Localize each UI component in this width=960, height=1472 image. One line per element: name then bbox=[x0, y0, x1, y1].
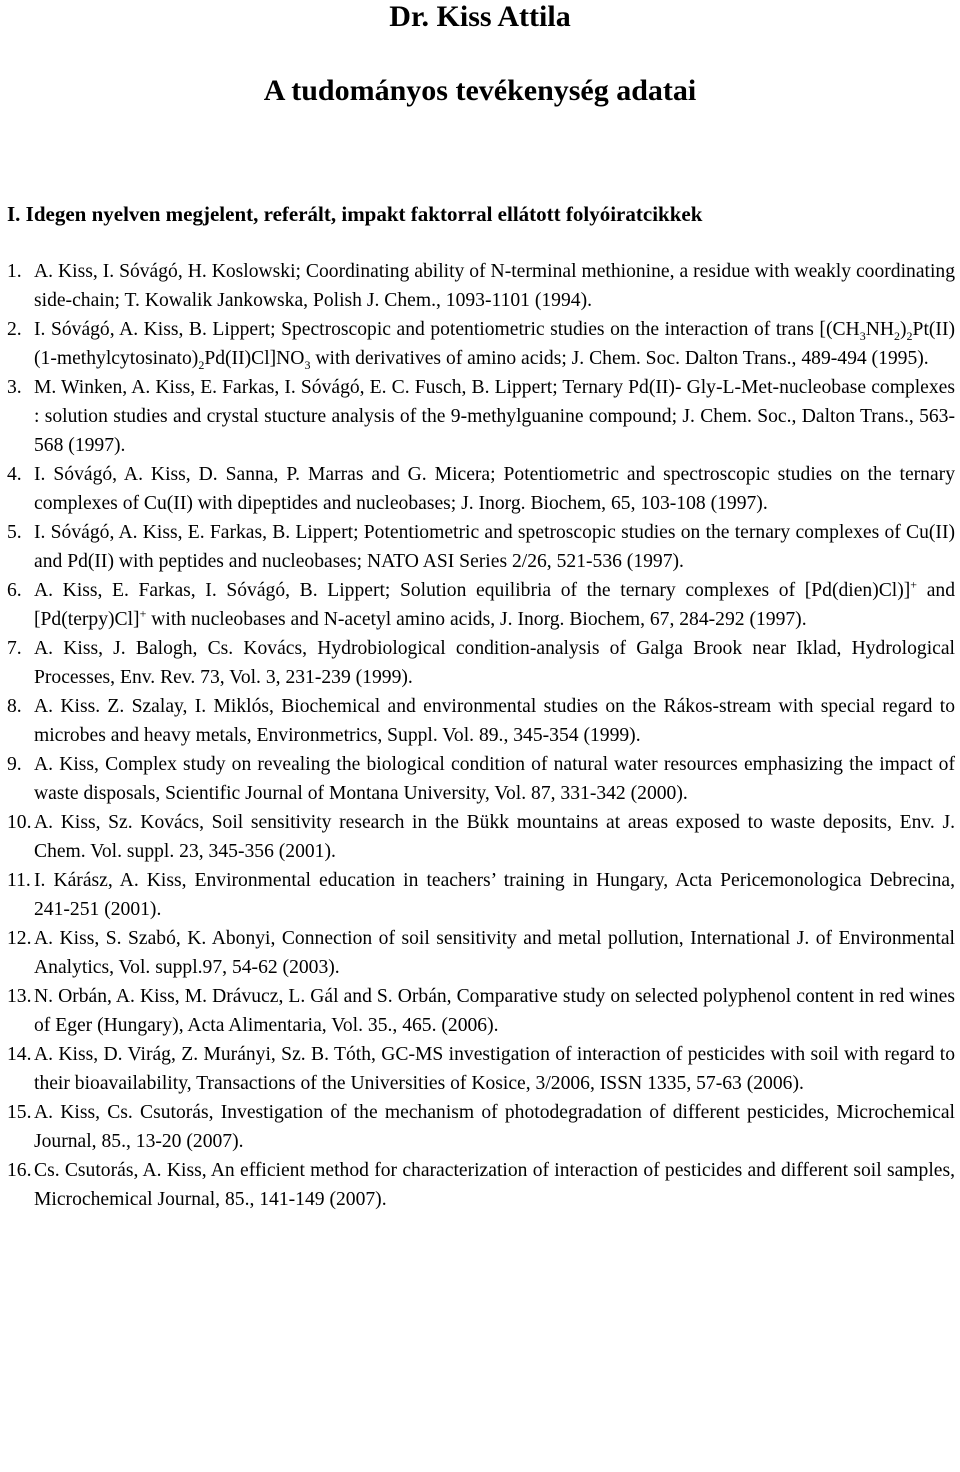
publication-list bbox=[0, 257, 960, 1214]
publication-item bbox=[0, 1098, 960, 1156]
publication-item bbox=[0, 808, 960, 866]
publication-text: A. Kiss, D. Virág, Z. Murányi, Sz. B. Tóth, GC-MS investigation of interaction of pesticides with soil with regard to their bioavailability, Transactions of the Universities of Kosice, 3/2006, ISSN 1335, 57-63 (2006). bbox=[34, 1044, 955, 1094]
publication-text: N. Orbán, A. Kiss, M. Drávucz, L. Gál and S. Orbán, Comparative study on selected polyphenol content in red wines of Eger (Hungary), Acta Alimentaria, Vol. 35., 465. (2006). bbox=[34, 986, 955, 1036]
publication-text: I. Kárász, A. Kiss, Environmental education in teachers’ training in Hungary, Acta Pericemonologica Debrecina, 241-251 (2001). bbox=[34, 870, 955, 920]
publication-number: 5. bbox=[7, 522, 22, 543]
publication-text: A. Kiss, Complex study on revealing the biological condition of natural water resources emphasizing the impact of waste disposals, Scientific Journal of Montana University, Vol. 87, 331-342 (2000). bbox=[34, 754, 955, 804]
publication-number: 7. bbox=[7, 638, 22, 659]
publication-number: 14. bbox=[7, 1044, 32, 1065]
publication-item bbox=[0, 576, 960, 634]
publication-text: A. Kiss. Z. Szalay, I. Miklós, Biochemical and environmental studies on the Rákos-stream with special regard to microbes and heavy metals, Environmetrics, Suppl. Vol. 89., 345-354 (1999). bbox=[34, 696, 955, 746]
publication-item bbox=[0, 1156, 960, 1214]
publication-item bbox=[0, 982, 960, 1040]
publication-number: 6. bbox=[7, 580, 22, 601]
publication-number: 3. bbox=[7, 377, 22, 398]
document-subtitle: A tudományos tevékenység adatai bbox=[263, 74, 697, 107]
publication-text: Cs. Csutorás, A. Kiss, An efficient method for characterization of interaction of pesticides and different soil samples, Microchemical Journal, 85., 141-149 (2007). bbox=[34, 1160, 955, 1210]
publication-item bbox=[0, 315, 960, 373]
publication-number: 13. bbox=[7, 986, 32, 1007]
publication-text: A. Kiss, I. Sóvágó, H. Koslowski; Coordinating ability of N-terminal methionine, a residue with weakly coordinating side-chain; T. Kowalik Jankowska, Polish J. Chem., 1093-1101 (1994). bbox=[34, 261, 955, 311]
publication-item bbox=[0, 634, 960, 692]
publication-number: 12. bbox=[7, 928, 32, 949]
publication-number: 8. bbox=[7, 696, 22, 717]
publication-number: 11. bbox=[7, 870, 31, 891]
publication-text: A. Kiss, E. Farkas, I. Sóvágó, B. Lippert; Solution equilibria of the ternary complexes of [Pd(dien)Cl)]+ and [Pd(terpy)Cl]+ with nucleobases and N-acetyl amino acids, J. Inorg. Biochem, 67, 284-292 (1997). bbox=[34, 577, 955, 630]
publication-text: I. Sóvágó, A. Kiss, D. Sanna, P. Marras and G. Micera; Potentiometric and spectroscopic studies on the ternary complexes of Cu(II) with dipeptides and nucleobases; J. Inorg. Biochem, 65, 103-108 (1997). bbox=[34, 464, 955, 514]
publication-item bbox=[0, 924, 960, 982]
publication-text: A. Kiss, Cs. Csutorás, Investigation of the mechanism of photodegradation of different pesticides, Microchemical Journal, 85., 13-20 (2007). bbox=[34, 1102, 955, 1152]
publication-number: 4. bbox=[7, 464, 22, 485]
publication-item bbox=[0, 257, 960, 315]
section-heading: I. Idegen nyelven megjelent, referált, impakt faktorral ellátott folyóiratcikkek bbox=[7, 202, 703, 226]
publication-number: 15. bbox=[7, 1102, 32, 1123]
publication-item bbox=[0, 373, 960, 460]
publication-item bbox=[0, 518, 960, 576]
author-title: Dr. Kiss Attila bbox=[389, 0, 571, 33]
publication-item bbox=[0, 866, 960, 924]
publication-item bbox=[0, 460, 960, 518]
publication-text: A. Kiss, Sz. Kovács, Soil sensitivity research in the Bükk mountains at areas exposed to waste deposits, Env. J. Chem. Vol. suppl. 23, 345-356 (2001). bbox=[34, 812, 955, 862]
publication-item bbox=[0, 1040, 960, 1098]
publication-text: I. Sóvágó, A. Kiss, E. Farkas, B. Lippert; Potentiometric and spetroscopic studies on the ternary complexes of Cu(II) and Pd(II) with peptides and nucleobases; NATO ASI Series 2/26, 521-536 (1997). bbox=[34, 522, 955, 572]
publication-number: 16. bbox=[7, 1160, 32, 1181]
publication-text: M. Winken, A. Kiss, E. Farkas, I. Sóvágó, E. C. Fusch, B. Lippert; Ternary Pd(II)- Gly-L-Met-nucleobase complexes : solution studies and crystal stucture analysis of the 9-methylguanine compound; J. Chem. Soc., Dalton Trans., 563-568 (1997). bbox=[34, 377, 955, 456]
publication-text: A. Kiss, J. Balogh, Cs. Kovács, Hydrobiological condition-analysis of Galga Brook near Iklad, Hydrological Processes, Env. Rev. 73, Vol. 3, 231-239 (1999). bbox=[34, 638, 955, 688]
publication-number: 1. bbox=[7, 261, 22, 282]
publication-number: 9. bbox=[7, 754, 22, 775]
publication-text: A. Kiss, S. Szabó, K. Abonyi, Connection of soil sensitivity and metal pollution, International J. of Environmental Analytics, Vol. suppl.97, 54-62 (2003). bbox=[34, 928, 955, 978]
publication-number: 10. bbox=[7, 812, 32, 833]
publication-text: I. Sóvágó, A. Kiss, B. Lippert; Spectroscopic and potentiometric studies on the interaction of trans $[(CH_3NH_2)_2Pt(II)(1-methylcytosinato)_2Pd(II)Cl]NO_3$ with derivatives of amino acids; J. Chem. Soc. Dalton Trans., 489-494 (1995). bbox=[34, 319, 955, 372]
publication-item bbox=[0, 750, 960, 808]
publication-number: 2. bbox=[7, 319, 22, 340]
publication-item bbox=[0, 692, 960, 750]
